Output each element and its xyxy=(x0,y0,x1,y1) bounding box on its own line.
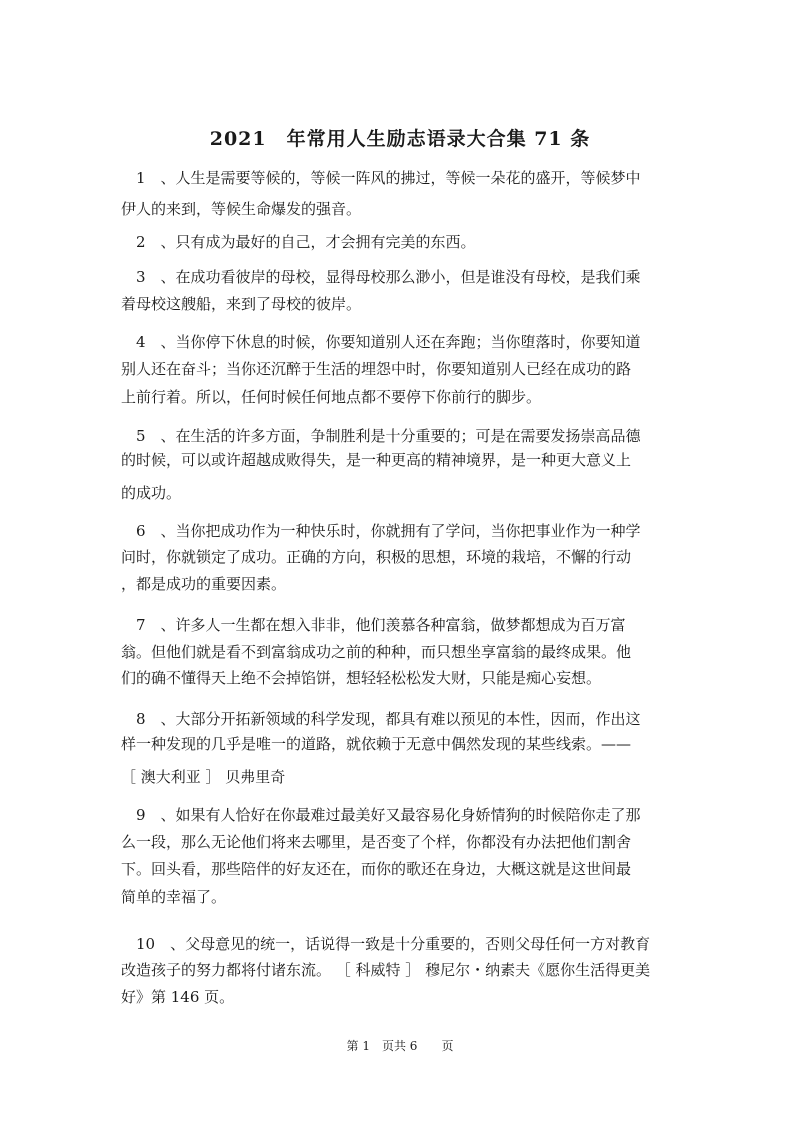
text-line: 5 、在生活的许多方面，争制胜利是十分重要的；可是在需要发扬崇高品德 xyxy=(121,427,641,445)
text-line: 样一种发现的几乎是唯一的道路，就依赖于无意中偶然发现的某些线索。—— xyxy=(121,735,632,753)
text-line: 8 、大部分开拓新领域的科学发现，都具有难以预见的本性，因而，作出这 xyxy=(121,710,641,728)
text-line: ［ 澳大利亚 ］ 贝弗里奇 xyxy=(121,768,286,786)
text-line: 上前行着。所以，任何时候任何地点都不要停下你前行的脚步。 xyxy=(121,388,542,406)
text-line: 简单的幸福了。 xyxy=(121,888,227,906)
text-line: 的成功。 xyxy=(121,484,182,502)
text-line: 的时候，可以或许超越成败得失，是一种更高的精神境界，是一种更大意义上 xyxy=(121,451,632,469)
text-line: 1 、人生是需要等候的，等候一阵风的拂过，等候一朵花的盛开，等候梦中 xyxy=(121,169,641,187)
text-line: 3 、在成功看彼岸的母校，显得母校那么渺小，但是谁没有母校，是我们乘 xyxy=(121,268,641,286)
text-line: 好》第 146 页。 xyxy=(121,988,235,1006)
page-footer: 第 1 页共 6 页 xyxy=(346,1039,454,1053)
text-line: 9 、如果有人恰好在你最难过最美好又最容易化身娇情狗的时候陪你走了那 xyxy=(121,806,641,824)
text-line: 6 、当你把成功作为一种快乐时，你就拥有了学问，当你把事业作为一种学 xyxy=(121,522,641,540)
text-line: 们的确不懂得天上绝不会掉馅饼，想轻轻松松发大财，只能是痴心妄想。 xyxy=(121,669,602,687)
text-line: 问时，你就锁定了成功。正确的方向，积极的思想，环境的栽培，不懈的行动 xyxy=(121,548,632,566)
text-line: 10 、父母意见的统一，话说得一致是十分重要的，否则父母任何一方对教育 xyxy=(121,935,651,953)
text-line: 着母校这艘船，来到了母校的彼岸。 xyxy=(121,295,362,313)
text-line: 伊人的来到，等候生命爆发的强音。 xyxy=(121,200,362,218)
text-line: 4 、当你停下休息的时候，你要知道别人还在奔跑；当你堕落时，你要知道 xyxy=(121,333,641,351)
text-line: 2 、只有成为最好的自己，才会拥有完美的东西。 xyxy=(121,233,476,251)
text-line: 7 、许多人一生都在想入非非，他们羡慕各种富翁，做梦都想成为百万富 xyxy=(121,616,626,634)
text-line: 改造孩子的努力都将付诸东流。 ［ 科威特 ］ 穆尼尔・纳素夫《愿你生活得更美 xyxy=(121,961,651,979)
text-line: 么一段，那么无论他们将来去哪里，是否变了个样，你都没有办法把他们割舍 xyxy=(121,833,632,851)
document-title: 2021 年常用人生励志语录大合集 71 条 xyxy=(209,128,591,150)
text-line: 下。回头看，那些陪伴的好友还在，而你的歌还在身边，大概这就是这世间最 xyxy=(121,860,632,878)
text-line: 别人还在奋斗；当你还沉醉于生活的埋怨中时，你要知道别人已经在成功的路 xyxy=(121,360,632,378)
text-line: ，都是成功的重要因素。 xyxy=(121,575,287,593)
text-line: 翁。但他们就是看不到富翁成功之前的种种，而只想坐享富翁的最终成果。他 xyxy=(121,643,632,661)
